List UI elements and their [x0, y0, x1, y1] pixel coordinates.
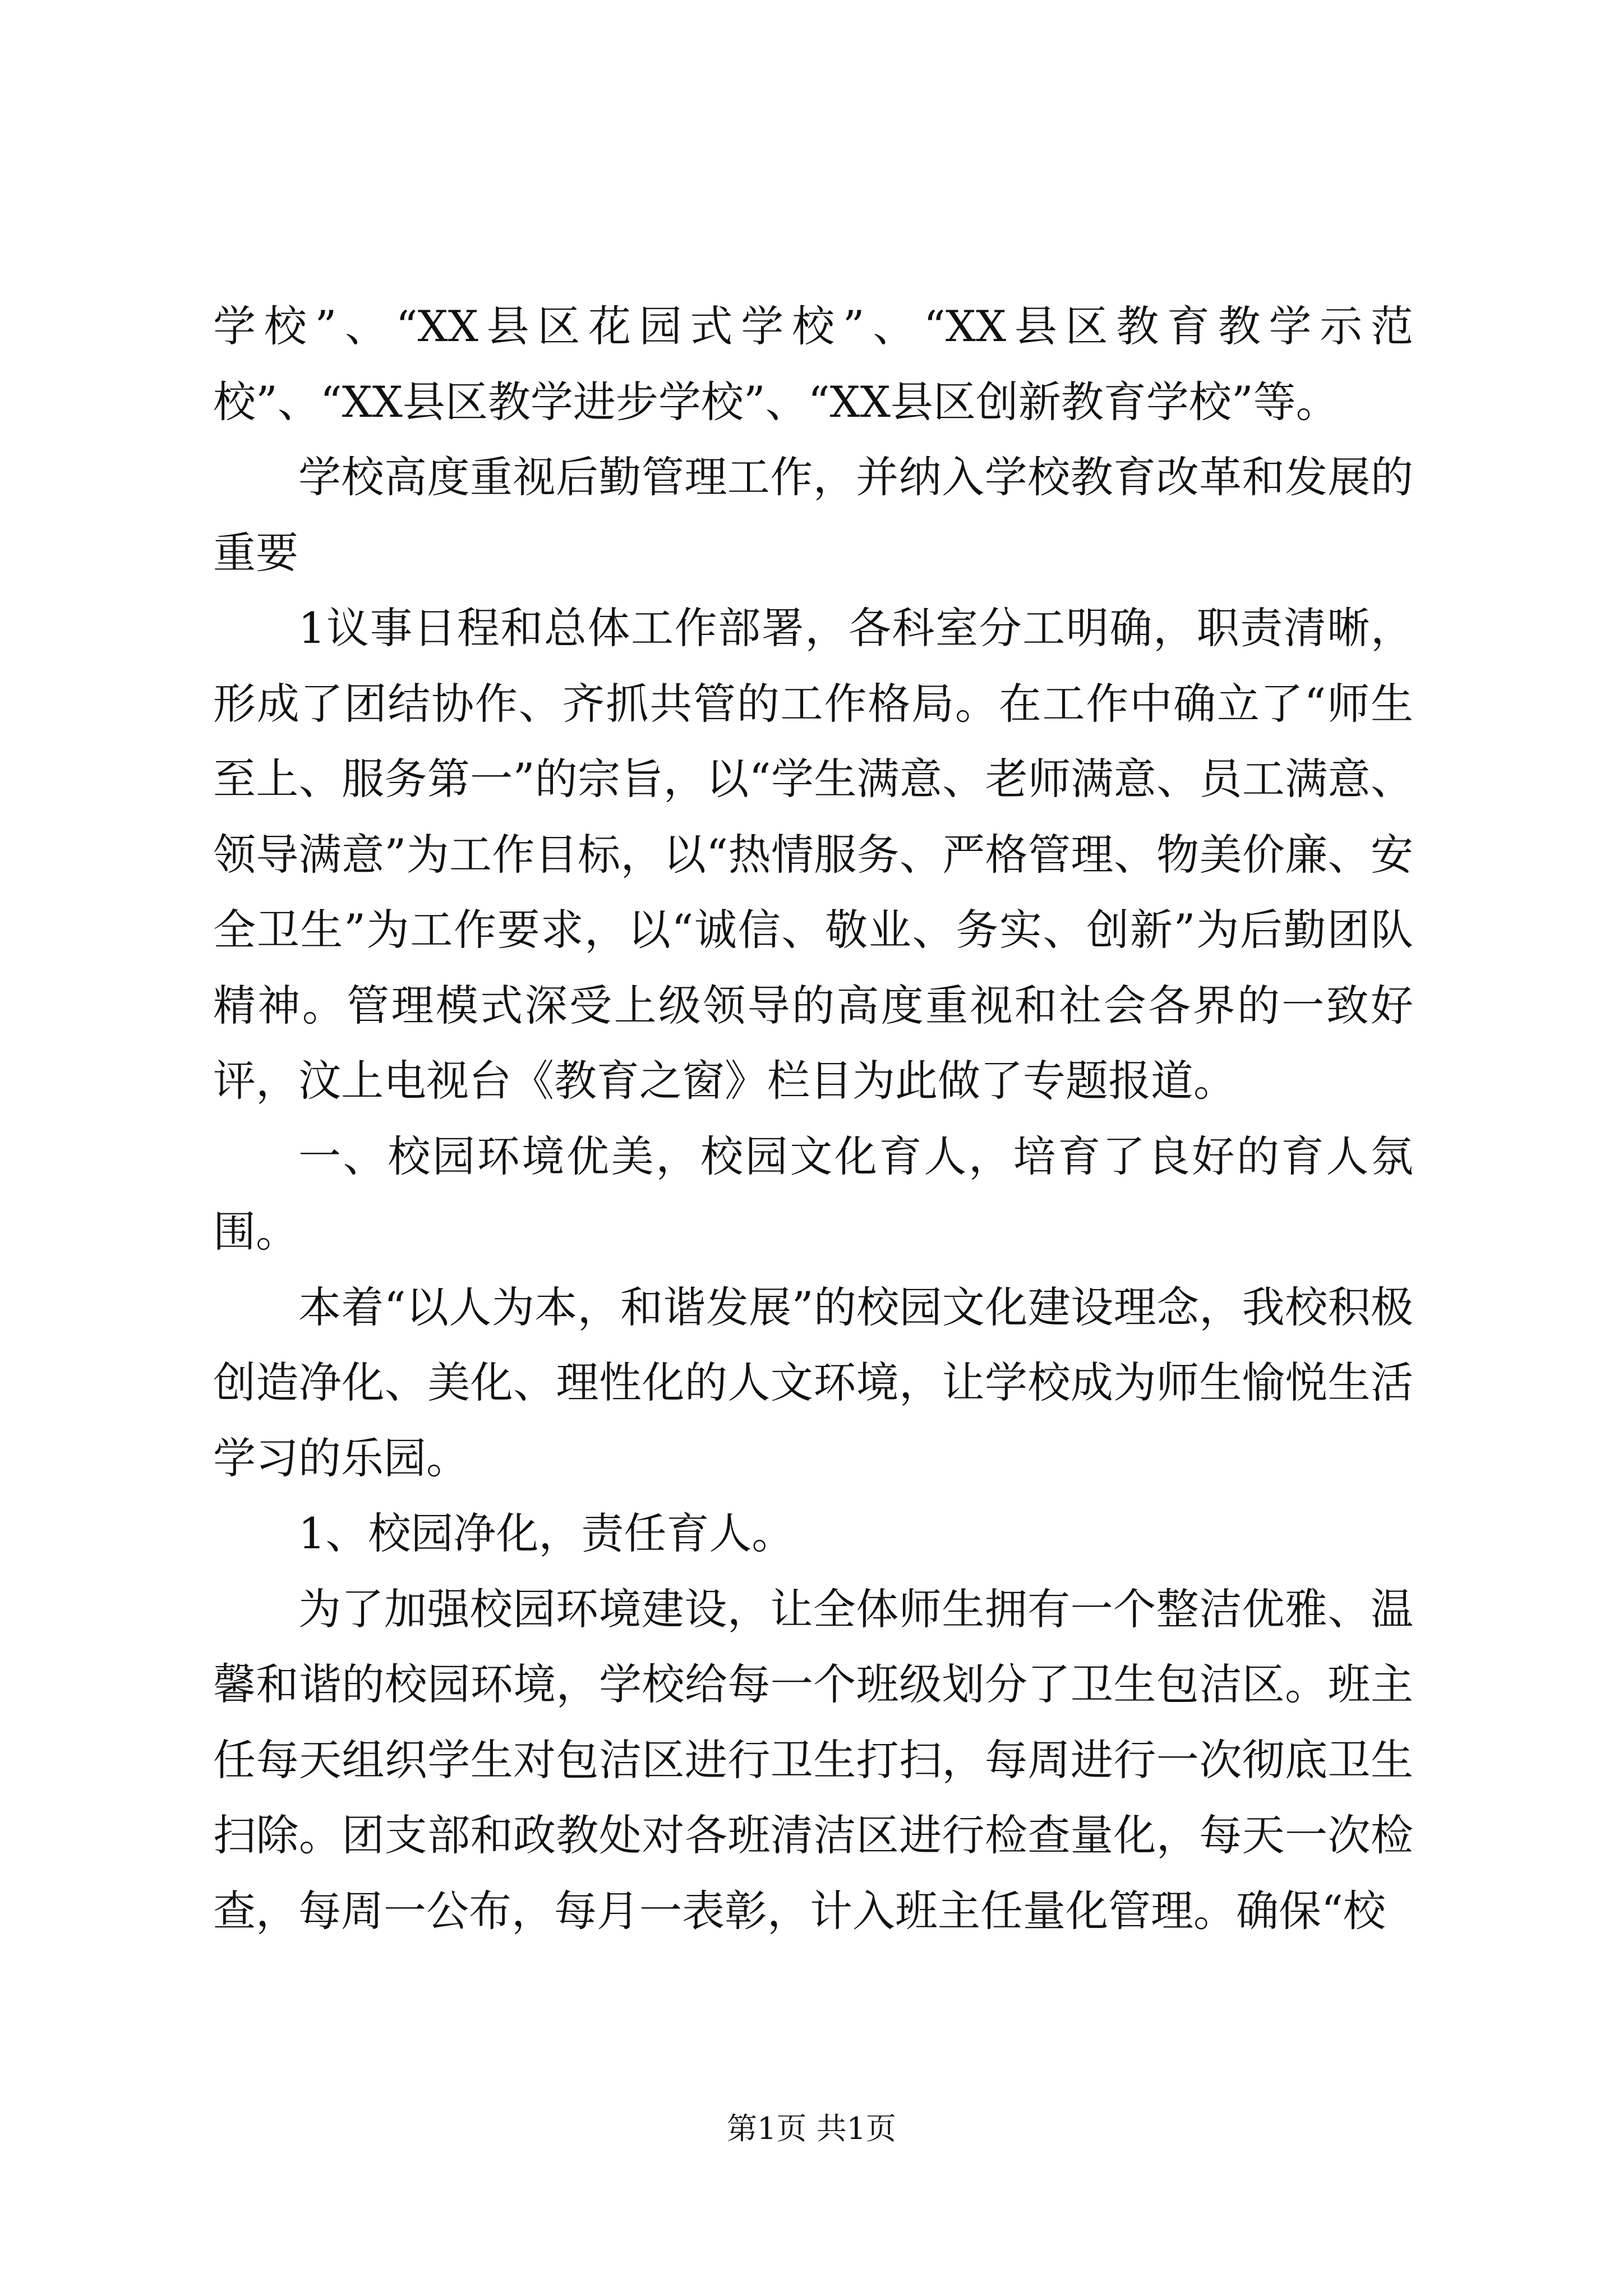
page-footer: [0, 2109, 1623, 2148]
page-number-label: 第1页 共1页: [727, 2111, 896, 2146]
paragraph-2: 学校高度重视后勤管理工作，并纳入学校教育改革和发展的重要: [213, 452, 1413, 578]
document-body: [213, 289, 1413, 1949]
paragraph-1: 学校”、“XX县区花园式学校”、“XX县区教育教学示范校”、“XX县区教学进步学校”、“XX县区创新教育学校”等。: [213, 301, 1413, 427]
paragraph-7: 为了加强校园环境建设，让全体师生拥有一个整洁优雅、温馨和谐的校园环境，学校给每一个班级划分了卫生包洁区。班主任每天组织学生对包洁区进行卫生打扫，每周进行一次彻底卫生扫除。团支部和政教处对各班清洁区进行检查量化，每天一次检查，每周一公布，每月一表彰，计入班主任量化管理。确保“校: [213, 1584, 1413, 1936]
paragraph-3: 1议事日程和总体工作部署，各科室分工明确，职责清晰，形成了团结协作、齐抓共管的工作格局。在工作中确立了“师生至上、服务第一”的宗旨，以“学生满意、老师满意、员工满意、领导满意”为工作目标，以“热情服务、严格管理、物美价廉、安全卫生”为工作要求，以“诚信、敬业、务实、创新”为后勤团队精神。管理模式深受上级领导的高度重视和社会各界的一致好评，汶上电视台《教育之窗》栏目为此做了专题报道。: [213, 603, 1413, 1106]
paragraph-6: 1、校园净化，责任育人。: [298, 1508, 795, 1558]
paragraph-4: 一、校园环境优美，校园文化育人，培育了良好的育人氛围。: [213, 1131, 1413, 1257]
paragraph-5: 本着“以人为本，和谐发展”的校园文化建设理念，我校积极创造净化、美化、理性化的人文环境，让学校成为师生愉悦生活学习的乐园。: [213, 1282, 1413, 1483]
